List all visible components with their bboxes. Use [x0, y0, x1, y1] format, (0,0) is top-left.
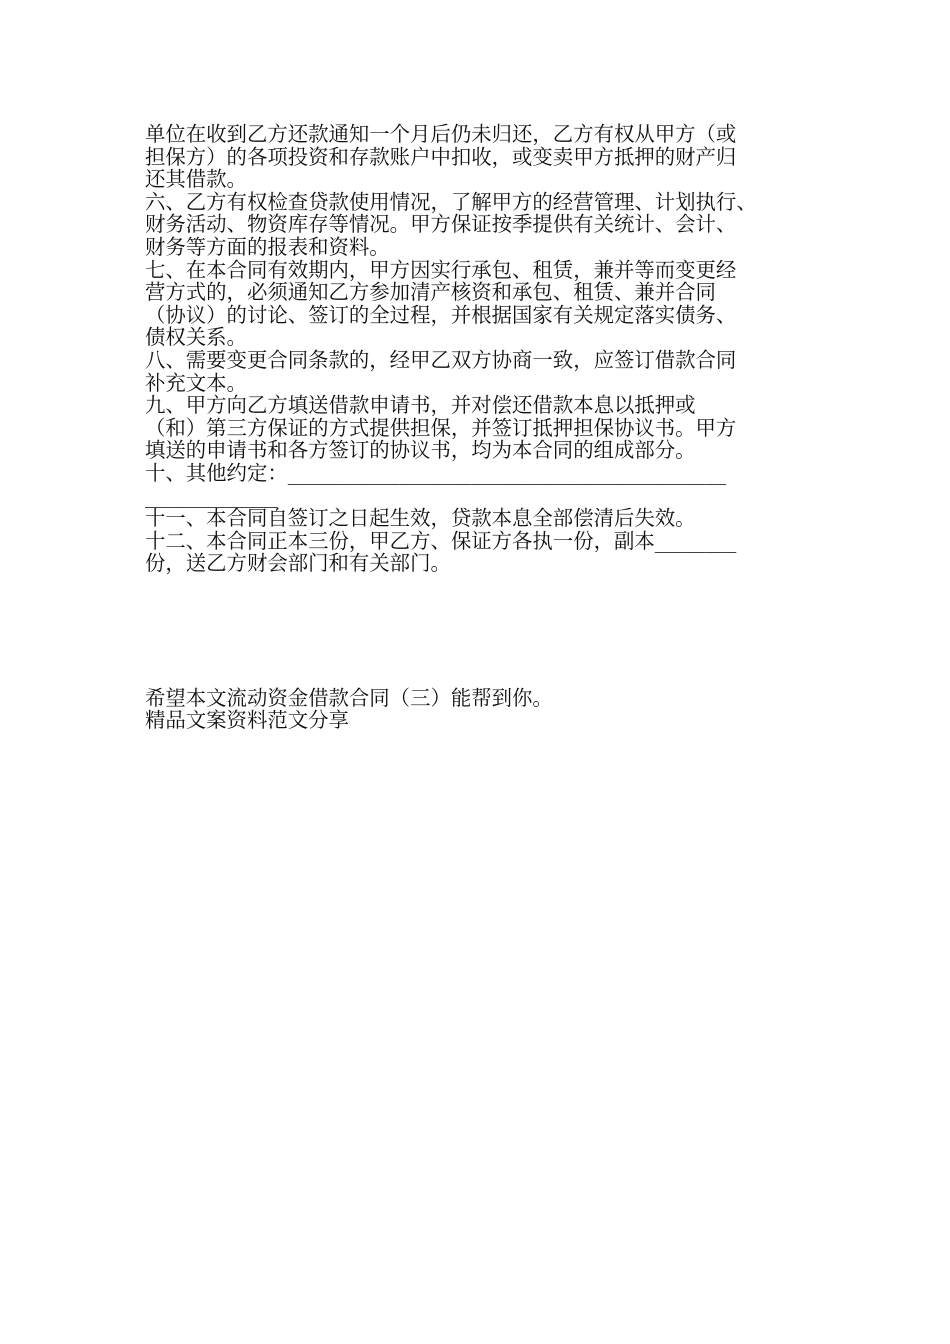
- clause-10-line: 十、其他约定：___________________________________________: [145, 460, 727, 485]
- clause-10-blank-line: _____________: [145, 483, 278, 508]
- clause-7-line: （协议）的讨论、签订的全过程，并根据国家有关规定落实债务、: [145, 302, 737, 327]
- clause-7-line: 债权关系。: [145, 325, 247, 350]
- closing-line: 精品文案资料范文分享: [145, 708, 349, 733]
- clause-6-line: 财务等方面的报表和资料。: [145, 234, 390, 259]
- clause-8-line: 八、需要变更合同条款的，经甲乙双方协商一致，应签订借款合同: [145, 347, 737, 372]
- clause-8-line: 补充文本。: [145, 370, 247, 395]
- clause-12-line: 十二、本合同正本三份，甲乙方、保证方各执一份，副本________: [145, 528, 737, 553]
- clause-6-line: 财务活动、物资库存等情况。甲方保证按季提供有关统计、会计、: [145, 212, 737, 237]
- section-spacer: [145, 575, 835, 687]
- clause-9-line: 九、甲方向乙方填送借款申请书，并对偿还借款本息以抵押或: [145, 393, 696, 418]
- clause-9-line: （和）第三方保证的方式提供担保，并签订抵押担保协议书。甲方: [145, 415, 737, 440]
- document-page: [145, 123, 835, 732]
- clause-7-line: 营方式的，必须通知乙方参加清产核资和承包、租赁、兼并合同: [145, 280, 716, 305]
- clause-9-line: 填送的申请书和各方签订的协议书，均为本合同的组成部分。: [145, 438, 696, 463]
- body-line: 担保方）的各项投资和存款账户中扣收，或变卖甲方抵押的财产归: [145, 144, 737, 169]
- contract-body: [145, 123, 835, 575]
- clause-7-line: 七、在本合同有效期内，甲方因实行承包、租赁，兼并等而变更经: [145, 257, 737, 282]
- clause-6-line: 六、乙方有权检查贷款使用情况，了解甲方的经营管理、计划执行、: [145, 189, 757, 214]
- closing-line: 希望本文流动资金借款合同（三）能帮到你。: [145, 685, 553, 710]
- clause-12-line: 份，送乙方财会部门和有关部门。: [145, 551, 451, 576]
- body-line: 单位在收到乙方还款通知一个月后仍未归还，乙方有权从甲方（或: [145, 122, 737, 146]
- clause-11-line: 十一、本合同自签订之日起生效，贷款本息全部偿清后失效。: [145, 506, 696, 531]
- body-line: 还其借款。: [145, 167, 247, 192]
- closing-note: [145, 687, 835, 732]
